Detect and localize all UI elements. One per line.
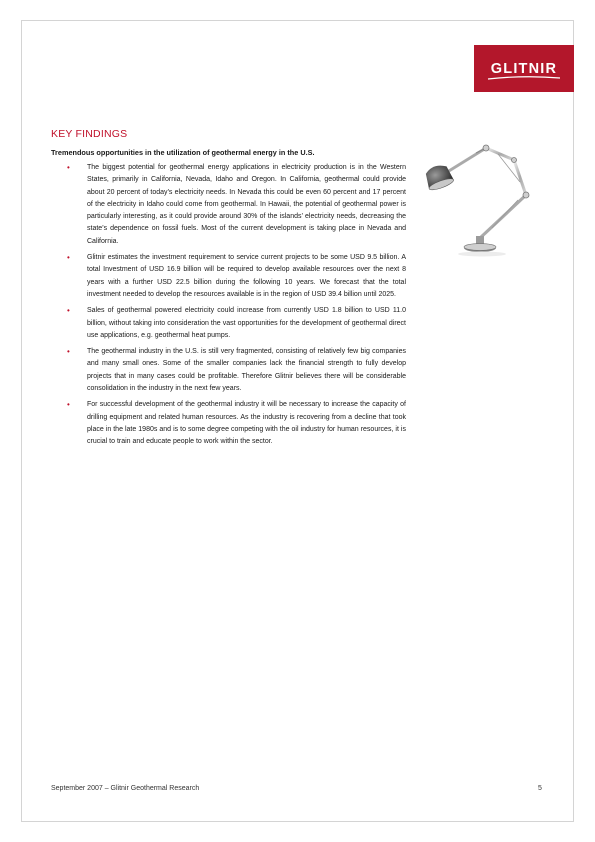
finding-text: The geothermal industry in the U.S. is still very fragmented, consisting of relatively few big companies and many small ones. Some of the smaller companies lack the financial strength to fully develop projects that in many cases could be profitable. Therefore Glitnir believes there will be considerable consolidation in the industry in the next few years. [87,348,406,393]
finding-text: For successful development of the geothermal industry it will be necessary to increase the capacity of drilling equipment and related human resources. As the industry is recovering from a decline that took place in the late 1980s and is to some degree competing with the oil industry for human resources, it is crucial to train and educate people to work within the sector. [87,401,406,446]
finding-item [51,399,406,448]
finding-item [51,162,406,248]
footer-source: September 2007 – Glitnir Geothermal Research [51,785,200,792]
bullet-icon: • [67,253,70,263]
finding-text: The biggest potential for geothermal energy applications in electricity production is in the Western States, primarily in California, Nevada, Idaho and Oregon. In California, geothermal could provide about 20 percent of today’s electricity needs. In Nevada this could be even 60 percent and 17 percent of the electricity in Idaho could come from geothermal. In Hawaii, the potential of geothermal power is particularly interesting, as it could provide around 30% of the islands’ electricity needs, decreasing the state’s dependence on fossil fuels. Most of the current development is taking place in Nevada and California. [87,164,406,245]
finding-text: Glitnir estimates the investment requirement to service current projects to be some USD 9.5 billion. A total Investment of USD 16.9 billion will be required to develop available resources over the next 8 years with a further USD 22.5 billion during the following 10 years. We forecast that the total investment needed to develop the resources available is in the region of USD 39.4 billion until 2025. [87,254,406,298]
section-subheading: Tremendous opportunities in the utilization of geothermal energy in the U.S. [51,148,315,157]
finding-item [51,346,406,395]
glitnir-logo [474,45,574,92]
logo-swoosh-icon [486,75,562,81]
bullet-icon: • [67,347,70,357]
desk-lamp-illustration-icon [418,140,558,265]
bullet-icon: • [67,306,70,316]
logo-text: GLITNIR [490,60,558,77]
finding-text: Sales of geothermal powered electricity could increase from currently USD 1.8 billion to USD 11.0 billion, without taking into consideration the vast opportunities for the development of geothermal direct use applications, e.g. geothermal heat pumps. [87,307,406,339]
bullet-icon: • [67,400,70,410]
page-number: 5 [538,785,542,792]
key-findings-list [51,162,406,453]
section-title: KEY FINDINGS [51,128,128,140]
finding-item [51,305,406,342]
bullet-icon: • [67,163,70,172]
finding-item [51,252,406,301]
